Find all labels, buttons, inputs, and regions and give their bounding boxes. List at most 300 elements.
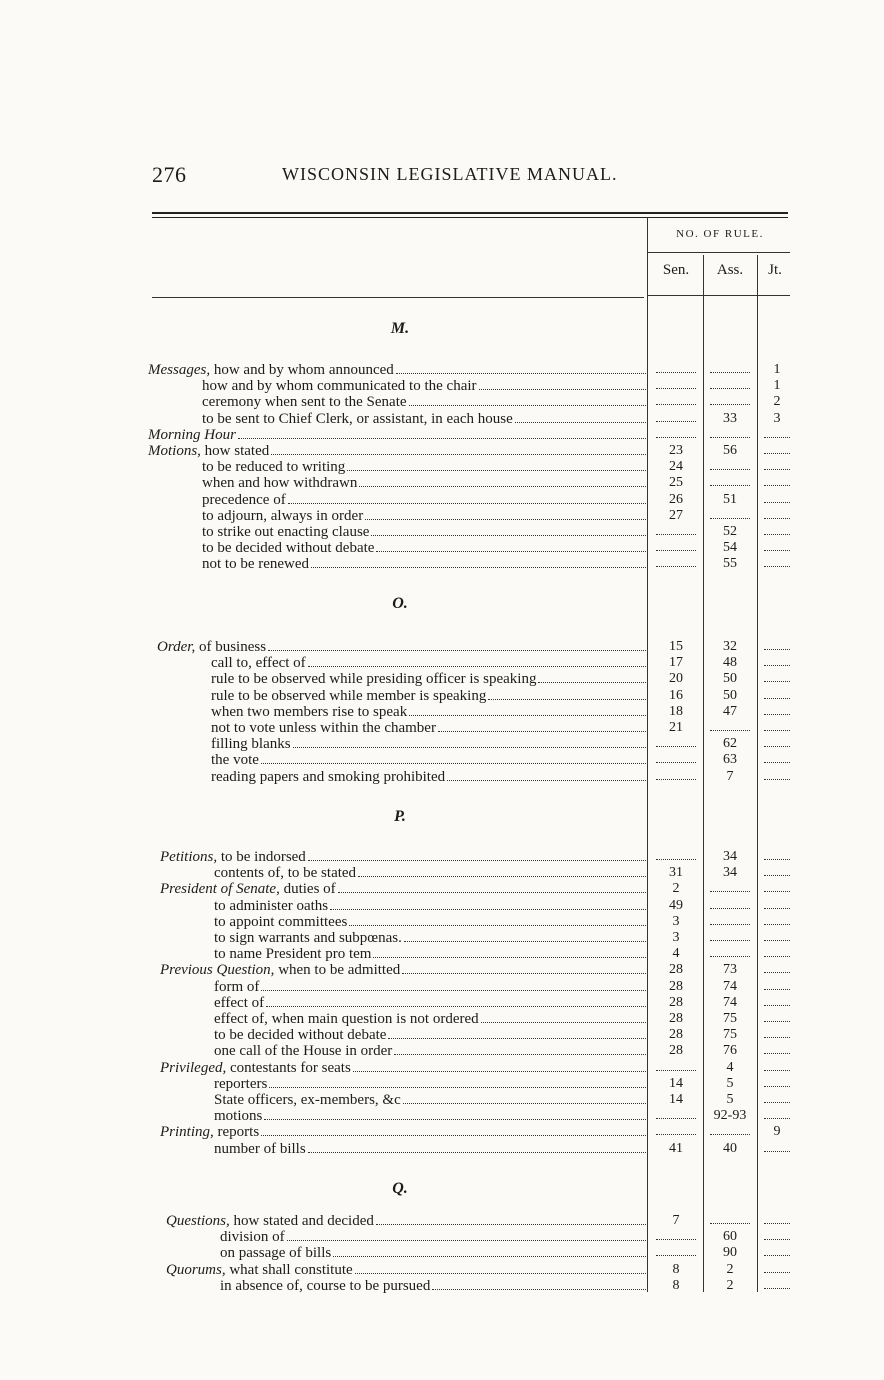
leader-dots bbox=[288, 493, 646, 504]
leader-dots bbox=[538, 672, 646, 683]
index-row bbox=[0, 524, 884, 540]
section-letter: Q. bbox=[392, 1180, 408, 1197]
entry-text: contents of, to be stated bbox=[214, 865, 357, 881]
rule-number-ass: 50 bbox=[723, 671, 737, 686]
index-row bbox=[0, 962, 884, 978]
rule-number-sen bbox=[652, 849, 700, 865]
index-entry bbox=[202, 459, 646, 475]
entry-text: in absence of, course to be pursued bbox=[220, 1278, 431, 1294]
leader-dots bbox=[365, 509, 646, 520]
rule-number-jt bbox=[760, 1108, 794, 1124]
index-row bbox=[0, 427, 884, 443]
rule-number-jt bbox=[760, 865, 794, 881]
entry-text: motions bbox=[214, 1108, 263, 1124]
index-entry bbox=[214, 865, 646, 881]
rule-number-ass: 55 bbox=[723, 556, 737, 571]
index-row bbox=[0, 704, 884, 720]
rule-number-sen bbox=[652, 752, 700, 768]
index-row bbox=[0, 1092, 884, 1108]
rule-number-sen: 18 bbox=[669, 704, 683, 719]
leader-dots bbox=[488, 689, 646, 700]
rule-number-jt: 1 bbox=[773, 362, 781, 377]
index-row bbox=[0, 1043, 884, 1059]
rule-number-sen: 8 bbox=[672, 1262, 680, 1277]
entry-text: rule to be observed while member is speaking bbox=[211, 688, 487, 704]
top-rule-thin bbox=[152, 217, 788, 218]
leader-dots bbox=[409, 395, 646, 406]
index-entry bbox=[211, 704, 646, 720]
rule-number-sen bbox=[652, 769, 700, 785]
column-group-label: NO. OF RULE. bbox=[676, 228, 764, 240]
rule-number-sen: 2 bbox=[672, 881, 680, 896]
index-entry bbox=[211, 769, 646, 785]
leader-dots bbox=[479, 379, 646, 390]
rule-number-jt bbox=[760, 930, 794, 946]
rule-number-sen bbox=[652, 524, 700, 540]
page-number: 276 bbox=[152, 162, 187, 187]
rule-number-sen: 4 bbox=[672, 946, 680, 961]
index-row bbox=[0, 671, 884, 687]
index-entry bbox=[160, 849, 646, 865]
rule-number-sen bbox=[652, 411, 700, 427]
index-entry bbox=[148, 362, 646, 378]
index-entry bbox=[211, 720, 646, 736]
column-group-rule bbox=[647, 252, 790, 253]
rule-number-jt bbox=[760, 524, 794, 540]
entry-heading: Previous Question, bbox=[160, 962, 275, 978]
index-row bbox=[0, 720, 884, 736]
rule-number-ass: 47 bbox=[723, 704, 737, 719]
rule-number-sen: 23 bbox=[669, 443, 683, 458]
index-entry bbox=[214, 930, 646, 946]
rule-number-jt bbox=[760, 1262, 794, 1278]
rule-number-jt bbox=[760, 492, 794, 508]
rule-number-jt bbox=[760, 1229, 794, 1245]
entry-text: division of bbox=[220, 1229, 285, 1245]
index-row bbox=[0, 1278, 884, 1294]
column-head-rule bbox=[647, 295, 790, 296]
entry-text: to appoint committees bbox=[214, 914, 348, 930]
rule-number-ass: 32 bbox=[723, 639, 737, 654]
rule-number-sen: 28 bbox=[669, 979, 683, 994]
entry-heading: Motions, bbox=[148, 443, 201, 459]
rule-number-ass: 7 bbox=[726, 769, 734, 784]
rule-number-sen bbox=[652, 394, 700, 410]
rule-number-jt bbox=[760, 1278, 794, 1294]
rule-number-jt bbox=[760, 979, 794, 995]
index-row bbox=[0, 752, 884, 768]
rule-number-jt bbox=[760, 1245, 794, 1261]
leader-dots bbox=[349, 915, 646, 926]
rule-number-sen: 27 bbox=[669, 508, 683, 523]
rule-number-sen bbox=[652, 427, 700, 443]
index-row bbox=[0, 881, 884, 897]
rule-number-jt bbox=[760, 849, 794, 865]
rule-number-jt bbox=[760, 1011, 794, 1027]
index-entry bbox=[220, 1245, 646, 1261]
index-entry bbox=[166, 1213, 646, 1229]
entry-text: to strike out enacting clause bbox=[202, 524, 370, 540]
index-entry bbox=[214, 1141, 646, 1157]
rule-number-sen: 49 bbox=[669, 898, 683, 913]
leader-dots bbox=[447, 770, 646, 781]
entry-text: rule to be observed while presiding officer is speaking bbox=[211, 671, 537, 687]
entry-text: number of bills bbox=[214, 1141, 306, 1157]
index-entry bbox=[160, 881, 646, 897]
entry-text: reports bbox=[213, 1124, 260, 1140]
entry-text: filling blanks bbox=[211, 736, 291, 752]
rule-number-ass: 56 bbox=[723, 443, 737, 458]
entry-text: effect of bbox=[214, 995, 265, 1011]
leader-dots bbox=[404, 931, 646, 942]
rule-number-ass: 62 bbox=[723, 736, 737, 751]
rule-number-ass bbox=[706, 1213, 754, 1229]
index-entry bbox=[157, 639, 646, 655]
description-head-rule bbox=[152, 297, 644, 298]
rule-number-ass: 5 bbox=[726, 1076, 734, 1091]
rule-number-sen: 8 bbox=[672, 1278, 680, 1293]
entry-text: how and by whom announced bbox=[210, 362, 394, 378]
rule-number-ass: 74 bbox=[723, 979, 737, 994]
leader-dots bbox=[271, 444, 646, 455]
rule-number-ass bbox=[706, 427, 754, 443]
section-letter: P. bbox=[394, 808, 406, 825]
index-entry bbox=[202, 508, 646, 524]
leader-dots bbox=[261, 980, 646, 991]
rule-number-jt bbox=[760, 946, 794, 962]
entry-text: to name President pro tem bbox=[214, 946, 372, 962]
rule-number-jt bbox=[760, 704, 794, 720]
leader-dots bbox=[409, 705, 646, 716]
leader-dots bbox=[338, 882, 646, 893]
entry-text: to be sent to Chief Clerk, or assistant, in each house bbox=[202, 411, 513, 427]
index-row bbox=[0, 1262, 884, 1278]
index-row bbox=[0, 1213, 884, 1229]
index-entry bbox=[214, 979, 646, 995]
index-row bbox=[0, 362, 884, 378]
leader-dots bbox=[268, 640, 646, 651]
entry-text: effect of, when main question is not ordered bbox=[214, 1011, 479, 1027]
rule-number-jt bbox=[760, 540, 794, 556]
index-row bbox=[0, 979, 884, 995]
leader-dots bbox=[287, 1230, 646, 1241]
rule-number-sen: 16 bbox=[669, 688, 683, 703]
index-row bbox=[0, 688, 884, 704]
section-letter: M. bbox=[390, 320, 410, 337]
rule-number-jt bbox=[760, 688, 794, 704]
leader-dots bbox=[359, 476, 646, 487]
rule-number-ass bbox=[706, 930, 754, 946]
rule-number-sen: 21 bbox=[669, 720, 683, 735]
entry-heading: Questions, bbox=[166, 1213, 230, 1229]
leader-dots bbox=[355, 1263, 646, 1274]
index-entry bbox=[214, 898, 646, 914]
entry-text: to be indorsed bbox=[217, 849, 306, 865]
index-entry bbox=[214, 1011, 646, 1027]
rule-number-ass: 54 bbox=[723, 540, 737, 555]
leader-dots bbox=[333, 1246, 646, 1257]
rule-number-jt bbox=[760, 508, 794, 524]
index-row bbox=[0, 930, 884, 946]
rule-number-sen: 14 bbox=[669, 1092, 683, 1107]
leader-dots bbox=[481, 1012, 646, 1023]
rule-number-ass: 5 bbox=[726, 1092, 734, 1107]
entry-text: what shall constitute bbox=[225, 1262, 353, 1278]
leader-dots bbox=[396, 363, 646, 374]
index-entry bbox=[211, 688, 646, 704]
leader-dots bbox=[311, 557, 646, 568]
rule-number-ass: 75 bbox=[723, 1011, 737, 1026]
leader-dots bbox=[371, 525, 646, 536]
index-row bbox=[0, 639, 884, 655]
rule-number-sen bbox=[652, 1060, 700, 1076]
index-entry bbox=[214, 946, 646, 962]
leader-dots bbox=[376, 1214, 646, 1225]
leader-dots bbox=[308, 656, 646, 667]
rule-number-sen bbox=[652, 1229, 700, 1245]
rule-number-ass: 60 bbox=[723, 1229, 737, 1244]
index-row bbox=[0, 769, 884, 785]
index-entry bbox=[202, 394, 646, 410]
index-row bbox=[0, 865, 884, 881]
entry-heading: Morning Hour bbox=[148, 427, 236, 443]
rule-number-sen: 28 bbox=[669, 962, 683, 977]
index-entry bbox=[202, 556, 646, 572]
leader-dots bbox=[373, 947, 646, 958]
leader-dots bbox=[238, 428, 646, 439]
rule-number-jt bbox=[760, 1027, 794, 1043]
entry-text: to adjourn, always in order bbox=[202, 508, 364, 524]
rule-number-jt bbox=[760, 736, 794, 752]
rule-number-jt bbox=[760, 443, 794, 459]
rule-number-ass: 2 bbox=[726, 1262, 734, 1277]
index-row bbox=[0, 1060, 884, 1076]
leader-dots bbox=[515, 412, 646, 423]
index-row bbox=[0, 459, 884, 475]
rule-number-ass: 34 bbox=[723, 849, 737, 864]
section-letter: O. bbox=[392, 595, 408, 612]
index-row bbox=[0, 849, 884, 865]
index-row bbox=[0, 736, 884, 752]
rule-number-sen: 28 bbox=[669, 1011, 683, 1026]
rule-number-sen bbox=[652, 378, 700, 394]
entry-text: how stated bbox=[200, 443, 270, 459]
rule-number-ass bbox=[706, 394, 754, 410]
rule-number-jt bbox=[760, 459, 794, 475]
leader-dots bbox=[269, 1077, 646, 1088]
rule-number-sen bbox=[652, 1124, 700, 1140]
entry-text: how and by whom communicated to the chair bbox=[202, 378, 477, 394]
index-row bbox=[0, 378, 884, 394]
index-entry bbox=[148, 427, 646, 443]
rule-number-ass: 4 bbox=[726, 1060, 734, 1075]
entry-text: the vote bbox=[211, 752, 259, 768]
rule-number-jt bbox=[760, 639, 794, 655]
rule-number-sen: 26 bbox=[669, 492, 683, 507]
index-row bbox=[0, 995, 884, 1011]
entry-text: one call of the House in order bbox=[214, 1043, 393, 1059]
rule-number-ass bbox=[706, 914, 754, 930]
rule-number-sen bbox=[652, 1245, 700, 1261]
rule-number-ass bbox=[706, 378, 754, 394]
index-row bbox=[0, 1076, 884, 1092]
index-row bbox=[0, 1108, 884, 1124]
rule-number-sen bbox=[652, 362, 700, 378]
entry-text: on passage of bills bbox=[220, 1245, 332, 1261]
entry-text: call to, effect of bbox=[211, 655, 306, 671]
index-entry bbox=[214, 1092, 646, 1108]
index-row bbox=[0, 411, 884, 427]
index-entry bbox=[211, 752, 646, 768]
entry-text: to sign warrants and subpœnas. bbox=[214, 930, 402, 946]
rule-number-jt bbox=[760, 769, 794, 785]
index-entry bbox=[214, 914, 646, 930]
rule-number-sen: 14 bbox=[669, 1076, 683, 1091]
rule-number-ass: 34 bbox=[723, 865, 737, 880]
index-entry bbox=[202, 524, 646, 540]
rule-number-ass: 76 bbox=[723, 1043, 737, 1058]
rule-number-jt bbox=[760, 1213, 794, 1229]
leader-dots bbox=[358, 866, 646, 877]
index-entry bbox=[211, 671, 646, 687]
index-entry bbox=[202, 540, 646, 556]
entry-heading: Quorums, bbox=[166, 1262, 226, 1278]
rule-number-ass bbox=[706, 508, 754, 524]
index-row bbox=[0, 655, 884, 671]
index-entry bbox=[214, 995, 646, 1011]
entry-heading: Messages, bbox=[148, 362, 211, 378]
index-entry bbox=[214, 1076, 646, 1092]
rule-number-ass: 90 bbox=[723, 1245, 737, 1260]
index-entry bbox=[211, 655, 646, 671]
rule-number-ass: 92-93 bbox=[713, 1108, 747, 1123]
rule-number-jt bbox=[760, 475, 794, 491]
rule-number-jt bbox=[760, 1076, 794, 1092]
leader-dots bbox=[330, 899, 646, 910]
index-row bbox=[0, 946, 884, 962]
leader-dots bbox=[388, 1028, 646, 1039]
index-row bbox=[0, 508, 884, 524]
index-entry bbox=[148, 443, 646, 459]
rule-number-jt bbox=[760, 556, 794, 572]
entry-heading: President of Senate, bbox=[160, 881, 280, 897]
rule-number-ass: 40 bbox=[723, 1141, 737, 1156]
leader-dots bbox=[394, 1044, 646, 1055]
rule-number-jt bbox=[760, 995, 794, 1011]
rule-number-sen: 24 bbox=[669, 459, 683, 474]
index-entry bbox=[202, 378, 646, 394]
rule-number-jt bbox=[760, 427, 794, 443]
rule-number-ass: 50 bbox=[723, 688, 737, 703]
leader-dots bbox=[432, 1279, 646, 1290]
leader-dots bbox=[308, 1142, 646, 1153]
rule-number-sen: 25 bbox=[669, 475, 683, 490]
index-entry bbox=[202, 475, 646, 491]
rule-number-sen: 15 bbox=[669, 639, 683, 654]
entry-heading: Privileged, bbox=[160, 1060, 227, 1076]
rule-number-jt bbox=[760, 720, 794, 736]
rule-number-ass: 2 bbox=[726, 1278, 734, 1293]
rule-number-sen: 7 bbox=[672, 1213, 680, 1228]
rule-number-sen: 17 bbox=[669, 655, 683, 670]
rule-number-sen bbox=[652, 1108, 700, 1124]
column-head-jt: Jt. bbox=[768, 262, 782, 278]
rule-number-ass bbox=[706, 475, 754, 491]
index-row bbox=[0, 492, 884, 508]
rule-number-sen bbox=[652, 556, 700, 572]
top-rule bbox=[152, 212, 788, 214]
rule-number-jt bbox=[760, 752, 794, 768]
rule-number-ass bbox=[706, 898, 754, 914]
entry-text: duties of bbox=[279, 881, 336, 897]
rule-number-jt bbox=[760, 1141, 794, 1157]
entry-heading: Order, bbox=[157, 639, 196, 655]
rule-number-ass: 52 bbox=[723, 524, 737, 539]
index-row bbox=[0, 1011, 884, 1027]
index-entry bbox=[214, 1108, 646, 1124]
index-row bbox=[0, 443, 884, 459]
index-entry bbox=[166, 1262, 646, 1278]
rule-number-ass: 33 bbox=[723, 411, 737, 426]
index-entry bbox=[202, 492, 646, 508]
index-row bbox=[0, 475, 884, 491]
rule-number-sen: 41 bbox=[669, 1141, 683, 1156]
rule-number-ass bbox=[706, 881, 754, 897]
rule-number-ass: 75 bbox=[723, 1027, 737, 1042]
rule-number-jt bbox=[760, 671, 794, 687]
entry-text: not to vote unless within the chamber bbox=[211, 720, 436, 736]
leader-dots bbox=[261, 753, 646, 764]
rule-number-ass bbox=[706, 459, 754, 475]
entry-text: contestants for seats bbox=[226, 1060, 351, 1076]
entry-text: reading papers and smoking prohibited bbox=[211, 769, 446, 785]
leader-dots bbox=[376, 541, 646, 552]
entry-text: to be reduced to writing bbox=[202, 459, 346, 475]
rule-number-jt bbox=[760, 914, 794, 930]
rule-number-sen: 3 bbox=[672, 914, 680, 929]
rule-number-ass bbox=[706, 720, 754, 736]
rule-number-ass bbox=[706, 1124, 754, 1140]
index-row bbox=[0, 394, 884, 410]
rule-number-jt: 3 bbox=[773, 411, 781, 426]
rule-number-ass: 63 bbox=[723, 752, 737, 767]
leader-dots bbox=[293, 737, 646, 748]
entry-text: to administer oaths bbox=[214, 898, 329, 914]
rule-number-ass: 51 bbox=[723, 492, 737, 507]
leader-dots bbox=[402, 963, 646, 974]
rule-number-jt: 9 bbox=[773, 1124, 781, 1139]
leader-dots bbox=[353, 1061, 646, 1072]
index-row bbox=[0, 1229, 884, 1245]
rule-number-sen: 31 bbox=[669, 865, 683, 880]
rule-number-jt: 2 bbox=[773, 394, 781, 409]
rule-number-sen: 20 bbox=[669, 671, 683, 686]
index-row bbox=[0, 1027, 884, 1043]
page-header bbox=[152, 162, 672, 192]
index-row bbox=[0, 1245, 884, 1261]
leader-dots bbox=[308, 850, 646, 861]
leader-dots bbox=[347, 460, 646, 471]
leader-dots bbox=[266, 996, 646, 1007]
entry-text: how stated and decided bbox=[229, 1213, 374, 1229]
rule-number-sen: 28 bbox=[669, 1043, 683, 1058]
rule-number-jt: 1 bbox=[773, 378, 781, 393]
rule-number-jt bbox=[760, 881, 794, 897]
index-entry bbox=[220, 1229, 646, 1245]
index-entry bbox=[214, 1027, 646, 1043]
index-entry bbox=[160, 1060, 646, 1076]
page-title: WISCONSIN LEGISLATIVE MANUAL. bbox=[282, 164, 618, 184]
